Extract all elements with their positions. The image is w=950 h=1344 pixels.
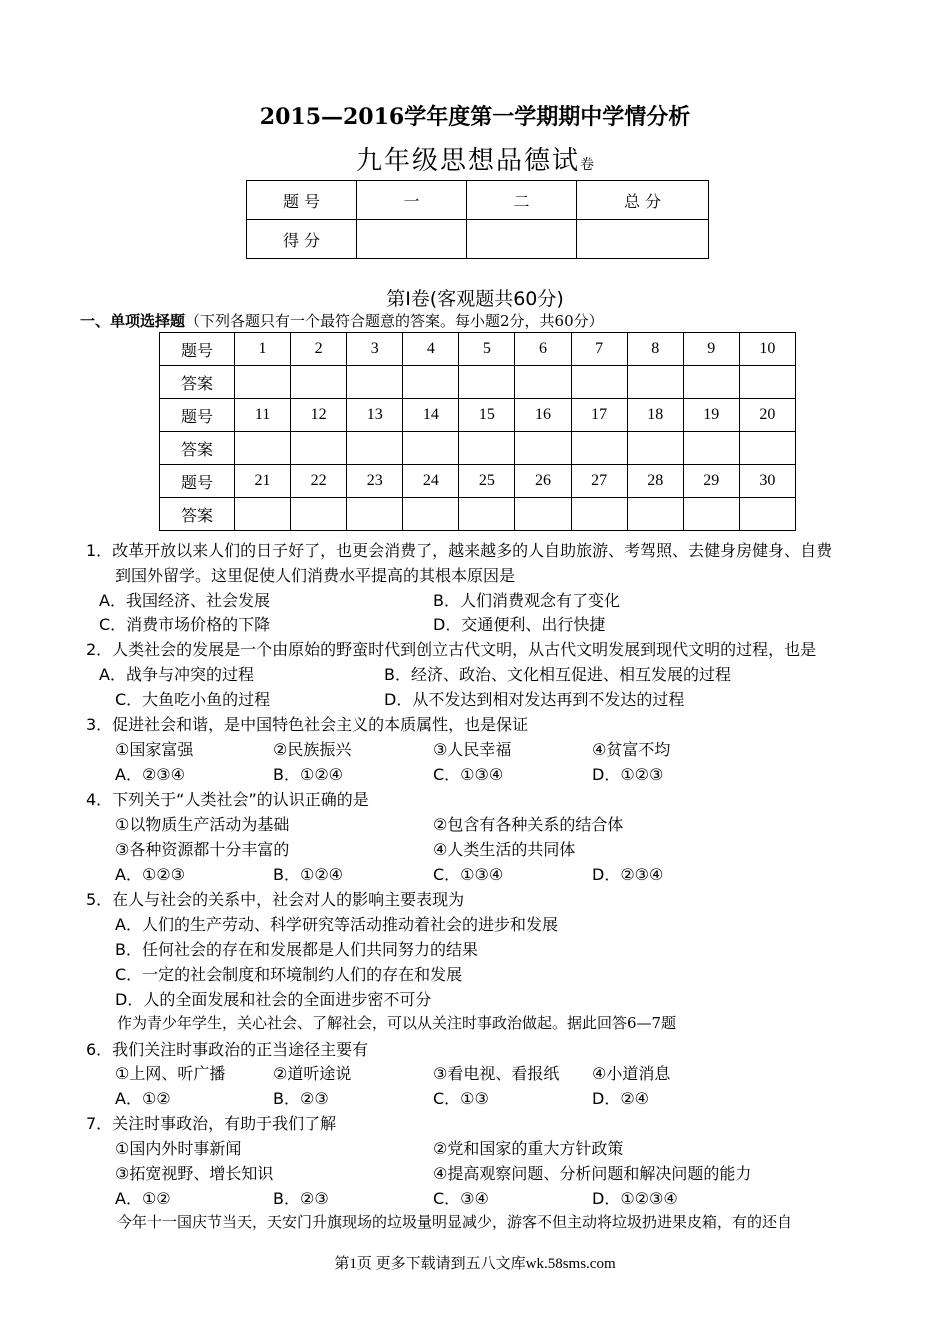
question-5-option-c: C．一定的社会制度和环境制约人们的存在和发展	[115, 965, 463, 984]
question-1-option-d: D．交通便利、出行快捷	[433, 615, 606, 634]
question-6-stem: 6．我们关注时事政治的正当途径主要有	[86, 1040, 369, 1059]
question-7-option-b: B．②③	[273, 1189, 329, 1208]
score-header-cell: 题 号	[247, 181, 357, 220]
answer-cell[interactable]	[347, 498, 403, 531]
question-6-item-3: ③看电视、看报纸	[433, 1064, 560, 1083]
answer-label-ans: 答案	[160, 432, 235, 465]
page-footer: 第1页 更多下载请到五八文库wk.58sms.com	[334, 1256, 616, 1272]
question-4-option-a: A．①②③	[115, 865, 185, 884]
question-7-item-4: ④提高观察问题、分析问题和解决问题的能力	[433, 1164, 752, 1183]
answer-cell[interactable]	[683, 498, 739, 531]
answer-cell[interactable]	[291, 432, 347, 465]
question-4-option-c: C．①③④	[433, 865, 504, 884]
score-header-cell: 总 分	[577, 181, 709, 220]
answer-cell[interactable]	[403, 366, 459, 399]
question-4-stem: 4．下列关于“人类社会”的认识正确的是	[86, 790, 369, 809]
answer-no-cell: 18	[627, 399, 683, 432]
question-3-stem: 3．促进社会和谐，是中国特色社会主义的本质属性，也是保证	[86, 715, 529, 734]
answer-no-cell: 25	[459, 465, 515, 498]
question-3-option-b: B．①②④	[273, 765, 344, 784]
question-2-option-d: D．从不发达到相对发达再到不发达的过程	[384, 690, 685, 709]
answer-cell[interactable]	[403, 498, 459, 531]
question-4-item-2: ②包含有各种关系的结合体	[433, 815, 624, 834]
question-1-option-b: B．人们消费观念有了变化	[433, 591, 620, 610]
answer-no-cell: 26	[515, 465, 571, 498]
answer-label-ans: 答案	[160, 498, 235, 531]
score-cell[interactable]	[577, 220, 709, 259]
answer-label-no: 题号	[160, 333, 235, 366]
question-6-item-1: ①上网、听广播	[115, 1064, 226, 1083]
question-6-item-2: ②道听途说	[273, 1064, 352, 1083]
answer-no-cell: 19	[683, 399, 739, 432]
section-heading: 一、单项选择题	[80, 312, 186, 330]
question-7-option-c: C．③④	[433, 1189, 489, 1208]
question-3-item-3: ③人民幸福	[433, 740, 512, 759]
question-3-option-a: A．②③④	[115, 765, 185, 784]
question-1-stem-cont: 到国外留学。这里促使人们消费水平提高的其根本原因是	[115, 566, 516, 585]
question-4-item-3: ③各种资源都十分丰富的	[115, 840, 290, 859]
answer-cell[interactable]	[515, 432, 571, 465]
answer-cell[interactable]	[235, 432, 291, 465]
answer-no-cell: 11	[235, 399, 291, 432]
section-instruction-text: （下列各题只有一个最符合题意的答案。每小题2分，共60分）	[185, 312, 604, 330]
answer-label-ans: 答案	[160, 366, 235, 399]
answer-no-cell: 8	[627, 333, 683, 366]
question-5-option-d: D．人的全面发展和社会的全面进步密不可分	[115, 990, 432, 1009]
score-header-cell: 一	[357, 181, 467, 220]
question-1-option-c: C．消费市场价格的下降	[99, 615, 271, 634]
answer-no-cell: 23	[347, 465, 403, 498]
exam-subtitle	[0, 140, 950, 177]
question-7-item-2: ②党和国家的重大方针政策	[433, 1139, 624, 1158]
answer-cell[interactable]	[291, 366, 347, 399]
answer-cell[interactable]	[627, 498, 683, 531]
score-header-cell: 二	[467, 181, 577, 220]
answer-no-cell: 29	[683, 465, 739, 498]
answer-no-cell: 14	[403, 399, 459, 432]
question-6-option-d: D．②④	[592, 1089, 650, 1108]
question-4-option-b: B．①②④	[273, 865, 344, 884]
question-5-option-b: B．任何社会的存在和发展都是人们共同努力的结果	[115, 940, 478, 959]
question-2-option-b: B．经济、政治、文化相互促进、相互发展的过程	[384, 665, 731, 684]
answer-cell[interactable]	[627, 432, 683, 465]
answer-no-cell: 21	[235, 465, 291, 498]
score-cell[interactable]	[357, 220, 467, 259]
question-3-item-4: ④贫富不均	[592, 740, 671, 759]
answer-cell[interactable]	[571, 366, 627, 399]
exam-subtitle-suffix: 卷	[580, 157, 594, 173]
passage-note: 作为青少年学生，关心社会、了解社会，可以从关注时事政治做起。据此回答6—7题	[117, 1014, 677, 1032]
exam-title: 2015—2016学年度第一学期期中学情分析	[259, 104, 691, 130]
answer-cell[interactable]	[459, 366, 515, 399]
question-3-option-d: D．①②③	[592, 765, 664, 784]
answer-cell[interactable]	[739, 366, 795, 399]
question-4-item-4: ④人类生活的共同体	[433, 840, 576, 859]
question-6-option-c: C．①③	[433, 1089, 489, 1108]
answer-cell[interactable]	[459, 498, 515, 531]
answer-no-cell: 5	[459, 333, 515, 366]
question-7-item-3: ③拓宽视野、增长知识	[115, 1164, 274, 1183]
question-3-item-2: ②民族振兴	[273, 740, 352, 759]
answer-cell[interactable]	[571, 432, 627, 465]
answer-no-cell: 30	[739, 465, 795, 498]
answer-label-no: 题号	[160, 399, 235, 432]
passage-note: 今年十一国庆节当天，天安门升旗现场的垃圾量明显减少，游客不但主动将垃圾扔进果皮箱，有的还自	[117, 1213, 793, 1231]
answer-no-cell: 1	[235, 333, 291, 366]
question-2-stem: 2．人类社会的发展是一个由原始的野蛮时代到创立古代文明，从古代文明发展到现代文明的过程，也是	[86, 640, 817, 659]
answer-no-cell: 22	[291, 465, 347, 498]
answer-cell[interactable]	[739, 432, 795, 465]
answer-no-cell: 6	[515, 333, 571, 366]
answer-cell[interactable]	[347, 366, 403, 399]
answer-no-cell: 24	[403, 465, 459, 498]
answer-cell[interactable]	[403, 432, 459, 465]
score-cell[interactable]	[467, 220, 577, 259]
answer-no-cell: 3	[347, 333, 403, 366]
answer-no-cell: 4	[403, 333, 459, 366]
question-7-option-a: A．①②	[115, 1189, 171, 1208]
answer-no-cell: 10	[739, 333, 795, 366]
section-instruction	[80, 310, 604, 331]
section-title: 第Ⅰ卷(客观题共60分)	[386, 288, 564, 310]
question-1-option-a: A．我国经济、社会发展	[99, 591, 270, 610]
answer-cell[interactable]	[459, 432, 515, 465]
question-4-option-d: D．②③④	[592, 865, 664, 884]
answer-cell[interactable]	[739, 498, 795, 531]
question-3-item-1: ①国家富强	[115, 740, 194, 759]
answer-no-cell: 16	[515, 399, 571, 432]
question-7-stem: 7．关注时事政治，有助于我们了解	[86, 1114, 337, 1133]
answer-no-cell: 12	[291, 399, 347, 432]
question-5-option-a: A．人们的生产劳动、科学研究等活动推动着社会的进步和发展	[115, 915, 558, 934]
answer-no-cell: 20	[739, 399, 795, 432]
question-3-option-c: C．①③④	[433, 765, 504, 784]
answer-cell[interactable]	[571, 498, 627, 531]
answer-no-cell: 17	[571, 399, 627, 432]
question-1-stem: 1．改革开放以来人们的日子好了，也更会消费了，越来越多的人自助旅游、考驾照、去健身房健身、自费	[86, 541, 833, 560]
question-6-option-a: A．①②	[115, 1089, 171, 1108]
question-7-item-1: ①国内外时事新闻	[115, 1139, 242, 1158]
answer-no-cell: 7	[571, 333, 627, 366]
question-5-stem: 5．在人与社会的关系中，社会对人的影响主要表现为	[86, 890, 465, 909]
answer-cell[interactable]	[683, 366, 739, 399]
answer-no-cell: 9	[683, 333, 739, 366]
answer-no-cell: 13	[347, 399, 403, 432]
answer-cell[interactable]	[235, 366, 291, 399]
question-6-option-b: B．②③	[273, 1089, 329, 1108]
answer-no-cell: 15	[459, 399, 515, 432]
answer-cell[interactable]	[291, 498, 347, 531]
answer-cell[interactable]	[235, 498, 291, 531]
exam-subtitle-main: 九年级思想品德试	[355, 146, 580, 176]
answer-cell[interactable]	[347, 432, 403, 465]
answer-cell[interactable]	[515, 498, 571, 531]
question-6-item-4: ④小道消息	[592, 1064, 671, 1083]
answer-cell[interactable]	[627, 366, 683, 399]
score-table	[246, 180, 709, 259]
question-2-option-a: A．战争与冲突的过程	[99, 665, 254, 684]
answer-label-no: 题号	[160, 465, 235, 498]
answer-table	[159, 332, 796, 531]
answer-no-cell: 28	[627, 465, 683, 498]
answer-cell[interactable]	[515, 366, 571, 399]
question-4-item-1: ①以物质生产活动为基础	[115, 815, 290, 834]
answer-no-cell: 27	[571, 465, 627, 498]
score-row-label: 得 分	[247, 220, 357, 259]
question-7-option-d: D．①②③④	[592, 1189, 678, 1208]
answer-no-cell: 2	[291, 333, 347, 366]
question-2-option-c: C．大鱼吃小鱼的过程	[115, 690, 271, 709]
answer-cell[interactable]	[683, 432, 739, 465]
